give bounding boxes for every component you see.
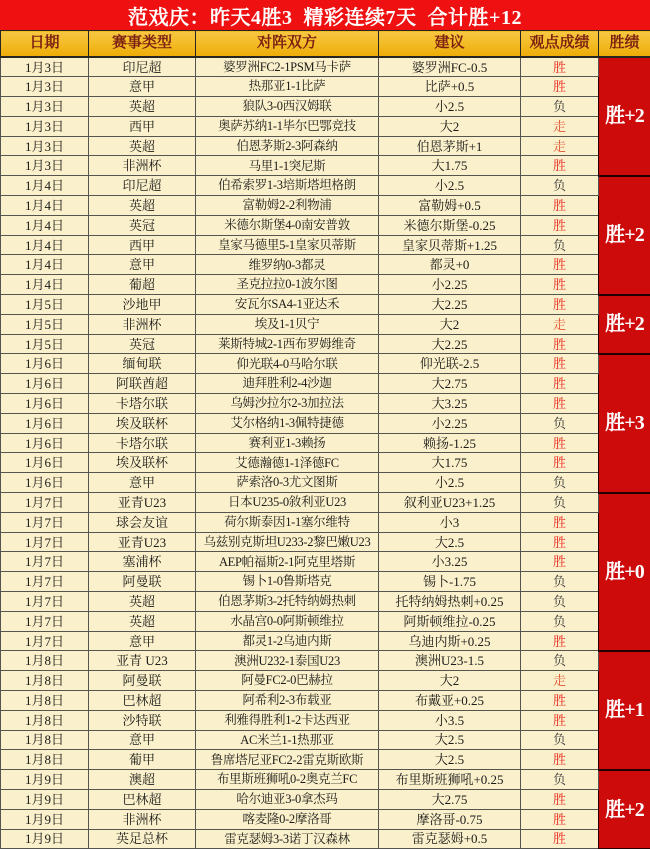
match-cell: 艾德瀚德1-1泽德FC: [196, 453, 379, 473]
result-cell: 负: [521, 651, 599, 671]
league-cell: 西甲: [89, 235, 196, 255]
table-row: [1, 631, 650, 651]
tip-cell: 小2.5: [379, 176, 521, 196]
column-header-league: 赛事类型: [89, 31, 196, 58]
record-cell: 胜+3: [599, 354, 650, 493]
date-cell: 1月5日: [1, 334, 89, 354]
tip-cell: 仰光联-2.5: [379, 354, 521, 374]
result-cell: 胜: [521, 215, 599, 235]
table-row: [1, 394, 650, 414]
tip-cell: 大2.5: [379, 730, 521, 750]
result-cell: 负: [521, 413, 599, 433]
league-cell: 葡甲: [89, 750, 196, 770]
league-cell: 亚青 U23: [89, 651, 196, 671]
tip-cell: 布戴亚+0.25: [379, 691, 521, 711]
result-cell: 胜: [521, 255, 599, 275]
table-row: [1, 255, 650, 275]
table-row: [1, 572, 650, 592]
date-cell: 1月4日: [1, 235, 89, 255]
league-cell: 卡塔尔联: [89, 394, 196, 414]
result-cell: 胜: [521, 691, 599, 711]
league-cell: 沙地甲: [89, 295, 196, 315]
match-cell: 喀麦隆0-2摩洛哥: [196, 809, 379, 829]
match-cell: 乌姆沙拉尔2-3加拉法: [196, 394, 379, 414]
league-cell: 英超: [89, 136, 196, 156]
match-cell: 都灵1-2乌迪内斯: [196, 631, 379, 651]
match-cell: 阿曼FC2-0巴赫拉: [196, 671, 379, 691]
table-row: [1, 671, 650, 691]
table-row: [1, 730, 650, 750]
record-cell: 胜+2: [599, 57, 650, 176]
result-cell: 胜: [521, 275, 599, 295]
league-cell: 英超: [89, 611, 196, 631]
tip-cell: 大1.75: [379, 453, 521, 473]
match-cell: 锡卜1-0鲁斯塔克: [196, 572, 379, 592]
match-cell: 婆罗洲FC2-1PSM马卡萨: [196, 57, 379, 77]
result-cell: 负: [521, 97, 599, 117]
tip-cell: 赖扬-1.25: [379, 433, 521, 453]
league-cell: 亚青U23: [89, 532, 196, 552]
result-cell: 胜: [521, 532, 599, 552]
result-cell: 走: [521, 671, 599, 691]
result-cell: 走: [521, 136, 599, 156]
match-cell: 皇家马德里5-1皇家贝蒂斯: [196, 235, 379, 255]
page-title: 范戏庆：昨天4胜3 精彩连续7天 合计胜+12: [0, 0, 650, 30]
table-row: [1, 710, 650, 730]
tip-cell: 大2: [379, 314, 521, 334]
table-row: [1, 275, 650, 295]
result-cell: 负: [521, 770, 599, 790]
match-cell: 维罗纳0-3都灵: [196, 255, 379, 275]
result-cell: 胜: [521, 433, 599, 453]
tip-cell: 锡卜-1.75: [379, 572, 521, 592]
match-cell: 热那亚1-1比萨: [196, 77, 379, 97]
league-cell: 英冠: [89, 334, 196, 354]
table-row: [1, 453, 650, 473]
tip-cell: 大2.75: [379, 374, 521, 394]
date-cell: 1月6日: [1, 374, 89, 394]
tip-cell: 阿斯顿维拉-0.25: [379, 611, 521, 631]
tip-cell: 大1.75: [379, 156, 521, 176]
league-cell: 埃及联杯: [89, 413, 196, 433]
record-cell: 胜+2: [599, 770, 650, 849]
result-cell: 负: [521, 235, 599, 255]
result-cell: 胜: [521, 196, 599, 216]
table-row: [1, 691, 650, 711]
result-cell: 负: [521, 572, 599, 592]
result-cell: 胜: [521, 295, 599, 315]
date-cell: 1月6日: [1, 433, 89, 453]
table-row: [1, 176, 650, 196]
tip-cell: 大2: [379, 671, 521, 691]
tip-cell: 皇家贝蒂斯+1.25: [379, 235, 521, 255]
league-cell: 缅甸联: [89, 354, 196, 374]
tip-cell: 澳洲U23-1.5: [379, 651, 521, 671]
match-cell: 荷尔斯泰因1-1塞尔维特: [196, 512, 379, 532]
table-row: [1, 334, 650, 354]
match-cell: 布里斯班狮吼0-2奥克兰FC: [196, 770, 379, 790]
tip-cell: 托特纳姆热刺+0.25: [379, 592, 521, 612]
date-cell: 1月3日: [1, 136, 89, 156]
tip-cell: 叙利亚U23+1.25: [379, 493, 521, 513]
date-cell: 1月7日: [1, 532, 89, 552]
match-cell: 赛利亚1-3赖扬: [196, 433, 379, 453]
tip-cell: 大2.75: [379, 789, 521, 809]
league-cell: 印尼超: [89, 57, 196, 77]
match-cell: 伯希索罗1-3培斯塔坦格朗: [196, 176, 379, 196]
tip-cell: 大2.25: [379, 295, 521, 315]
date-cell: 1月8日: [1, 671, 89, 691]
tip-cell: 大2.5: [379, 532, 521, 552]
league-cell: 阿曼联: [89, 572, 196, 592]
date-cell: 1月7日: [1, 592, 89, 612]
tip-cell: 小3.5: [379, 710, 521, 730]
date-cell: 1月8日: [1, 651, 89, 671]
date-cell: 1月9日: [1, 829, 89, 849]
table-row: [1, 136, 650, 156]
tip-cell: 小3: [379, 512, 521, 532]
table-row: [1, 77, 650, 97]
tip-cell: 比萨+0.5: [379, 77, 521, 97]
date-cell: 1月4日: [1, 255, 89, 275]
date-cell: 1月6日: [1, 354, 89, 374]
table-row: [1, 512, 650, 532]
table-row: [1, 413, 650, 433]
table-row: [1, 552, 650, 572]
result-cell: 负: [521, 592, 599, 612]
league-cell: 英超: [89, 97, 196, 117]
league-cell: 阿曼联: [89, 671, 196, 691]
match-cell: 安瓦尔SA4-1亚达禾: [196, 295, 379, 315]
result-cell: 胜: [521, 394, 599, 414]
result-cell: 走: [521, 314, 599, 334]
result-cell: 胜: [521, 354, 599, 374]
date-cell: 1月6日: [1, 453, 89, 473]
table-row: [1, 57, 650, 77]
date-cell: 1月8日: [1, 730, 89, 750]
date-cell: 1月7日: [1, 611, 89, 631]
result-cell: 胜: [521, 156, 599, 176]
result-cell: 胜: [521, 789, 599, 809]
date-cell: 1月5日: [1, 314, 89, 334]
match-cell: 米德尔斯堡4-0南安普敦: [196, 215, 379, 235]
match-cell: 阿希利2-3布载亚: [196, 691, 379, 711]
tip-cell: 小2.5: [379, 97, 521, 117]
table-row: [1, 532, 650, 552]
table-row: [1, 829, 650, 849]
tip-cell: 伯恩茅斯+1: [379, 136, 521, 156]
tip-cell: 乌迪内斯+0.25: [379, 631, 521, 651]
table-row: [1, 750, 650, 770]
match-cell: 莱斯特城2-1西布罗姆维奇: [196, 334, 379, 354]
match-cell: 伯恩茅斯2-3阿森纳: [196, 136, 379, 156]
tip-cell: 布里斯班狮吼+0.25: [379, 770, 521, 790]
tip-cell: 米德尔斯堡-0.25: [379, 215, 521, 235]
result-cell: 胜: [521, 374, 599, 394]
record-table: [0, 30, 650, 849]
league-cell: 巴林超: [89, 789, 196, 809]
tip-cell: 婆罗洲FC-0.5: [379, 57, 521, 77]
table-row: [1, 314, 650, 334]
date-cell: 1月4日: [1, 176, 89, 196]
tip-cell: 小2.5: [379, 473, 521, 493]
league-cell: 塞浦杯: [89, 552, 196, 572]
date-cell: 1月7日: [1, 512, 89, 532]
league-cell: 非洲杯: [89, 156, 196, 176]
match-cell: AEP帕福斯2-1阿克里塔斯: [196, 552, 379, 572]
match-cell: 圣克拉拉0-1波尔图: [196, 275, 379, 295]
match-cell: 迪拜胜利2-4沙迦: [196, 374, 379, 394]
match-cell: 水晶宫0-0阿斯顿维拉: [196, 611, 379, 631]
date-cell: 1月3日: [1, 156, 89, 176]
table-row: [1, 592, 650, 612]
column-header-date: 日期: [1, 31, 89, 58]
league-cell: 意甲: [89, 631, 196, 651]
league-cell: 非洲杯: [89, 314, 196, 334]
league-cell: 英超: [89, 592, 196, 612]
column-header-match: 对阵双方: [196, 31, 379, 58]
league-cell: 卡塔尔联: [89, 433, 196, 453]
record-cell: 胜+1: [599, 651, 650, 770]
tip-cell: 大2.25: [379, 334, 521, 354]
tip-cell: 摩洛哥-0.75: [379, 809, 521, 829]
match-cell: 鲁席塔尼亚FC2-2雷克斯欧斯: [196, 750, 379, 770]
date-cell: 1月7日: [1, 552, 89, 572]
record-cell: 胜+2: [599, 176, 650, 295]
tip-cell: 雷克瑟姆+0.5: [379, 829, 521, 849]
league-cell: 西甲: [89, 116, 196, 136]
match-cell: 埃及1-1贝宁: [196, 314, 379, 334]
table-row: [1, 789, 650, 809]
table-row: [1, 611, 650, 631]
league-cell: 印尼超: [89, 176, 196, 196]
table-row: [1, 354, 650, 374]
result-cell: 负: [521, 611, 599, 631]
result-cell: 胜: [521, 750, 599, 770]
result-cell: 负: [521, 176, 599, 196]
match-cell: 富勒姆2-2利物浦: [196, 196, 379, 216]
league-cell: 阿联酋超: [89, 374, 196, 394]
date-cell: 1月4日: [1, 215, 89, 235]
table-row: [1, 651, 650, 671]
match-cell: 艾尔格纳1-3佩特捷德: [196, 413, 379, 433]
match-cell: 雷克瑟姆3-3诺丁汉森林: [196, 829, 379, 849]
table-row: [1, 116, 650, 136]
column-header-tip: 建议: [379, 31, 521, 58]
table-row: [1, 156, 650, 176]
column-header-row: [1, 31, 650, 58]
table-row: [1, 809, 650, 829]
tip-cell: 小2.25: [379, 413, 521, 433]
match-cell: 狼队3-0西汉姆联: [196, 97, 379, 117]
date-cell: 1月3日: [1, 77, 89, 97]
league-cell: 沙特联: [89, 710, 196, 730]
date-cell: 1月7日: [1, 493, 89, 513]
match-cell: 利雅得胜利1-2卡达西亚: [196, 710, 379, 730]
date-cell: 1月9日: [1, 770, 89, 790]
tip-cell: 都灵+0: [379, 255, 521, 275]
result-cell: 负: [521, 473, 599, 493]
league-cell: 埃及联杯: [89, 453, 196, 473]
column-header-record: 胜绩: [599, 31, 650, 58]
table-row: [1, 433, 650, 453]
date-cell: 1月3日: [1, 97, 89, 117]
result-cell: 胜: [521, 57, 599, 77]
record-cell: 胜+2: [599, 295, 650, 354]
result-cell: 胜: [521, 829, 599, 849]
result-cell: 胜: [521, 710, 599, 730]
league-cell: 球会友谊: [89, 512, 196, 532]
match-cell: AC米兰1-1热那亚: [196, 730, 379, 750]
record-cell: 胜+0: [599, 493, 650, 651]
result-cell: 负: [521, 493, 599, 513]
date-cell: 1月4日: [1, 196, 89, 216]
table-row: [1, 374, 650, 394]
date-cell: 1月7日: [1, 572, 89, 592]
match-cell: 日本U235-0敘利亚U23: [196, 493, 379, 513]
table-row: [1, 235, 650, 255]
result-cell: 负: [521, 730, 599, 750]
tip-cell: 富勒姆+0.5: [379, 196, 521, 216]
league-cell: 巴林超: [89, 691, 196, 711]
table-row: [1, 97, 650, 117]
league-cell: 英冠: [89, 215, 196, 235]
match-cell: 伯恩茅斯3-2托特纳姆热刺: [196, 592, 379, 612]
result-cell: 胜: [521, 453, 599, 473]
date-cell: 1月3日: [1, 116, 89, 136]
league-cell: 葡超: [89, 275, 196, 295]
result-cell: 胜: [521, 77, 599, 97]
date-cell: 1月6日: [1, 394, 89, 414]
match-cell: 奥萨苏纳1-1毕尔巴鄂竞技: [196, 116, 379, 136]
tip-cell: 大2: [379, 116, 521, 136]
date-cell: 1月5日: [1, 295, 89, 315]
date-cell: 1月4日: [1, 275, 89, 295]
league-cell: 意甲: [89, 77, 196, 97]
date-cell: 1月7日: [1, 631, 89, 651]
table-row: [1, 295, 650, 315]
table-row: [1, 196, 650, 216]
league-cell: 亚青U23: [89, 493, 196, 513]
table-row: [1, 770, 650, 790]
league-cell: 英足总杯: [89, 829, 196, 849]
date-cell: 1月9日: [1, 789, 89, 809]
league-cell: 意甲: [89, 473, 196, 493]
league-cell: 澳超: [89, 770, 196, 790]
tip-cell: 大3.25: [379, 394, 521, 414]
date-cell: 1月6日: [1, 413, 89, 433]
result-cell: 胜: [521, 809, 599, 829]
date-cell: 1月8日: [1, 750, 89, 770]
tip-cell: 小3.25: [379, 552, 521, 572]
league-cell: 意甲: [89, 730, 196, 750]
match-cell: 乌兹别克斯坦U233-2黎巴嫩U23: [196, 532, 379, 552]
date-cell: 1月6日: [1, 473, 89, 493]
table-row: [1, 215, 650, 235]
match-cell: 仰光联4-0马哈尔联: [196, 354, 379, 374]
result-cell: 胜: [521, 552, 599, 572]
result-cell: 胜: [521, 334, 599, 354]
date-cell: 1月8日: [1, 710, 89, 730]
date-cell: 1月3日: [1, 57, 89, 77]
match-cell: 萨索洛0-3尤文图斯: [196, 473, 379, 493]
result-cell: 胜: [521, 631, 599, 651]
tip-cell: 大2.5: [379, 750, 521, 770]
league-cell: 非洲杯: [89, 809, 196, 829]
result-cell: 胜: [521, 512, 599, 532]
column-header-result: 观点成绩: [521, 31, 599, 58]
date-cell: 1月9日: [1, 809, 89, 829]
tip-cell: 小2.25: [379, 275, 521, 295]
table-row: [1, 473, 650, 493]
table-row: [1, 493, 650, 513]
match-cell: 马里1-1突尼斯: [196, 156, 379, 176]
league-cell: 英超: [89, 196, 196, 216]
match-cell: 哈尔迪亚3-0拿杰玛: [196, 789, 379, 809]
date-cell: 1月8日: [1, 691, 89, 711]
league-cell: 意甲: [89, 255, 196, 275]
match-cell: 澳洲U232-1泰国U23: [196, 651, 379, 671]
table-body: [1, 57, 650, 849]
result-cell: 走: [521, 116, 599, 136]
